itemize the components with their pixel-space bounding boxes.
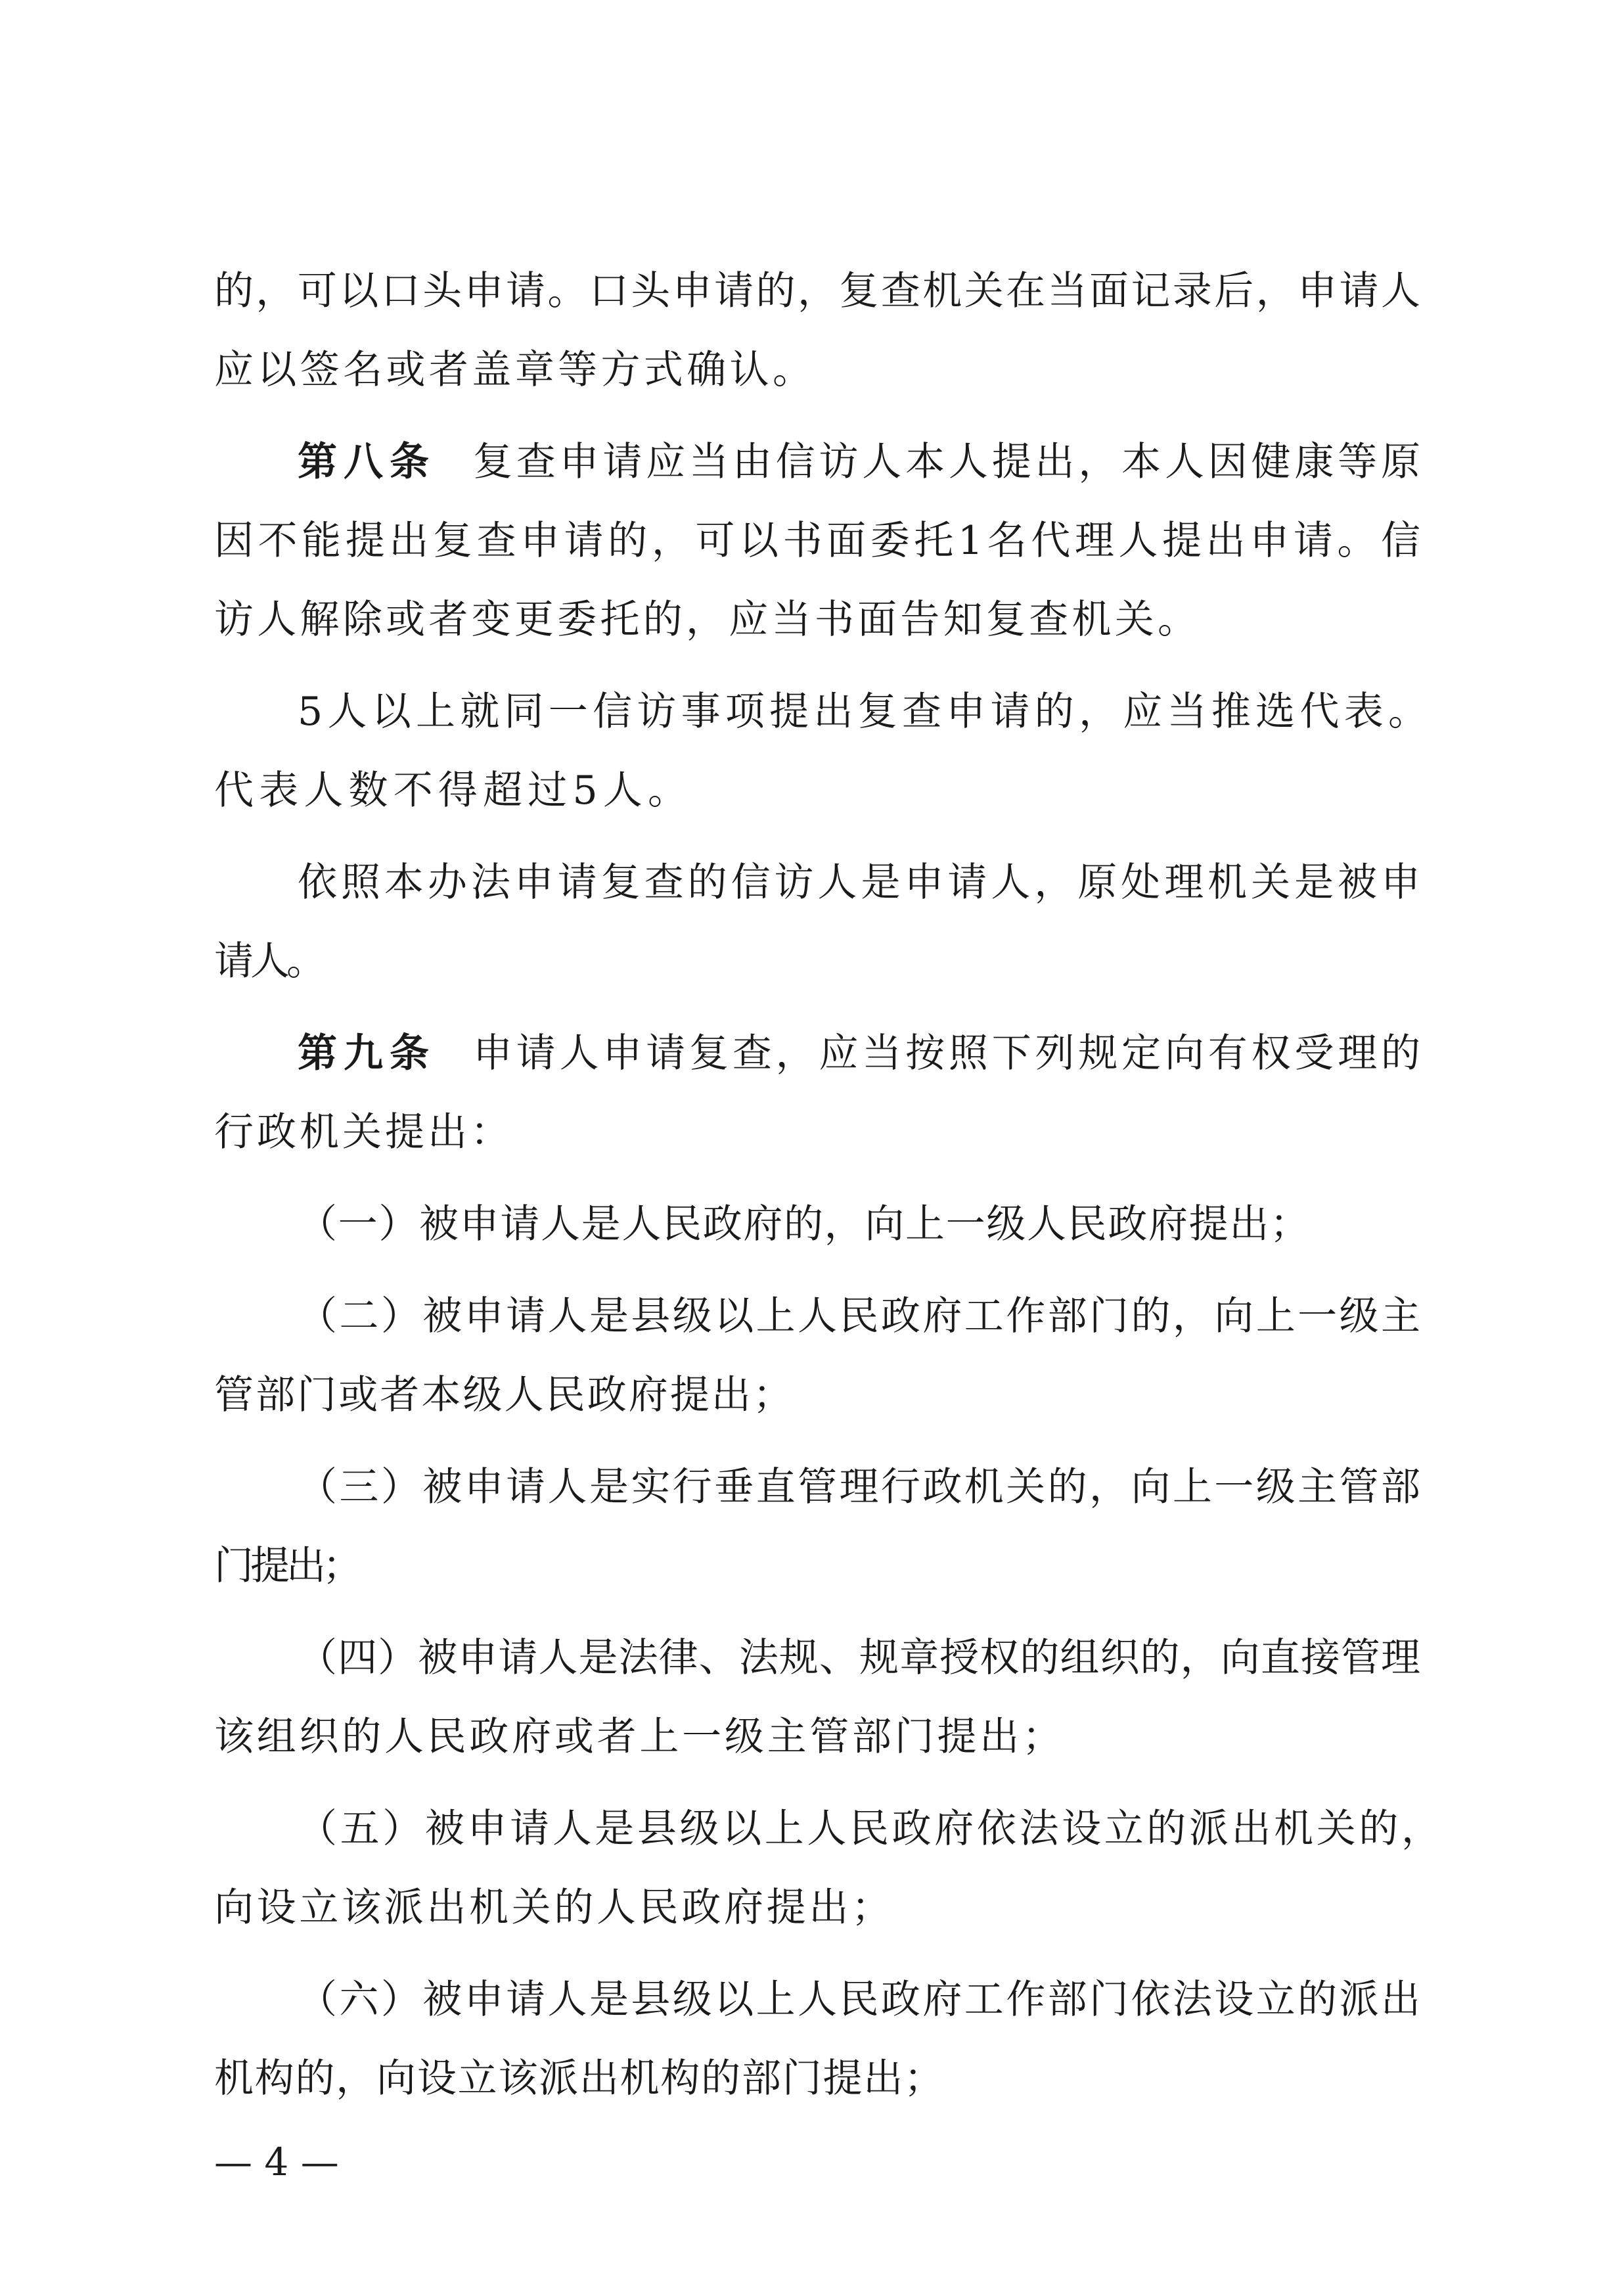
text-line <box>0 843 1624 922</box>
line-text: 机构的，向设立该派出机构的部门提出； <box>214 2056 945 2102</box>
article-8-first-line <box>0 423 1624 501</box>
line-text: （三）被申请人是实行垂直管理行政机关的，向上一级主管部 <box>298 1464 1423 1510</box>
line-text: 5人以上就同一信访事项提出复查申请的，应当推选代表。 <box>298 689 1433 735</box>
text-line <box>0 1185 1624 1264</box>
text-line <box>0 1527 1624 1605</box>
text-line <box>0 1277 1624 1356</box>
text-line <box>0 1356 1624 1435</box>
text-line <box>0 2039 1624 2118</box>
line-text: 的，可以口头申请。口头申请的，复查机关在当面记录后，申请人 <box>214 268 1423 314</box>
line-text: 依照本办法申请复查的信访人是申请人，原处理机关是被申 <box>298 860 1424 906</box>
line-text: （一）被申请人是人民政府的，向上一级人民政府提出； <box>298 1201 1311 1247</box>
text-line <box>0 672 1624 751</box>
line-text: 访人解除或者变更委托的，应当书面告知复查机关。 <box>214 597 1201 643</box>
text-line <box>0 252 1624 331</box>
article-9-heading: 第九条 <box>298 1030 436 1076</box>
line-text: 向设立该派出机关的人民政府提出； <box>214 1885 894 1931</box>
line-text: 请人。 <box>214 938 323 984</box>
line-text: （四）被申请人是法律、法规、规章授权的组织的，向直接管理 <box>298 1635 1422 1681</box>
text-line <box>0 1868 1624 1947</box>
article-9-text: 申请人申请复查，应当按照下列规定向有权受理的 <box>473 1030 1424 1076</box>
text-line <box>0 1448 1624 1527</box>
line-text: 门提出； <box>214 1543 359 1589</box>
text-line <box>0 1093 1624 1172</box>
line-text: 应以签名或者盖章等方式确认。 <box>214 347 816 393</box>
line-text: 行政机关提出： <box>214 1109 513 1155</box>
text-line <box>0 922 1624 1001</box>
line-text: 管部门或者本级人民政府提出； <box>214 1372 795 1418</box>
text-line <box>0 331 1624 409</box>
text-line <box>0 1619 1624 1697</box>
line-text: 代表人数不得超过5人。 <box>214 768 693 814</box>
line-text: （五）被申请人是县级以上人民政府依法设立的派出机关的， <box>298 1806 1444 1852</box>
text-line <box>0 501 1624 580</box>
article-8-text: 复查申请应当由信访人本人提出，本人因健康等原 <box>473 439 1424 485</box>
article-9-first-line <box>0 1014 1624 1093</box>
text-line <box>0 751 1624 830</box>
line-text: （二）被申请人是县级以上人民政府工作部门的，向上一级主 <box>298 1293 1423 1339</box>
page-number: — 4 — <box>214 2140 339 2184</box>
text-line <box>0 1697 1624 1776</box>
line-text: （六）被申请人是县级以上人民政府工作部门依法设立的派出 <box>298 1977 1423 2023</box>
text-line <box>0 1789 1624 1868</box>
line-text: 该组织的人民政府或者上一级主管部门提出； <box>214 1714 1065 1760</box>
line-text: 因不能提出复查申请的，可以书面委托1名代理人提出申请。信 <box>214 518 1425 564</box>
text-line <box>0 1960 1624 2039</box>
text-line <box>0 580 1624 659</box>
article-8-heading: 第八条 <box>298 439 436 485</box>
